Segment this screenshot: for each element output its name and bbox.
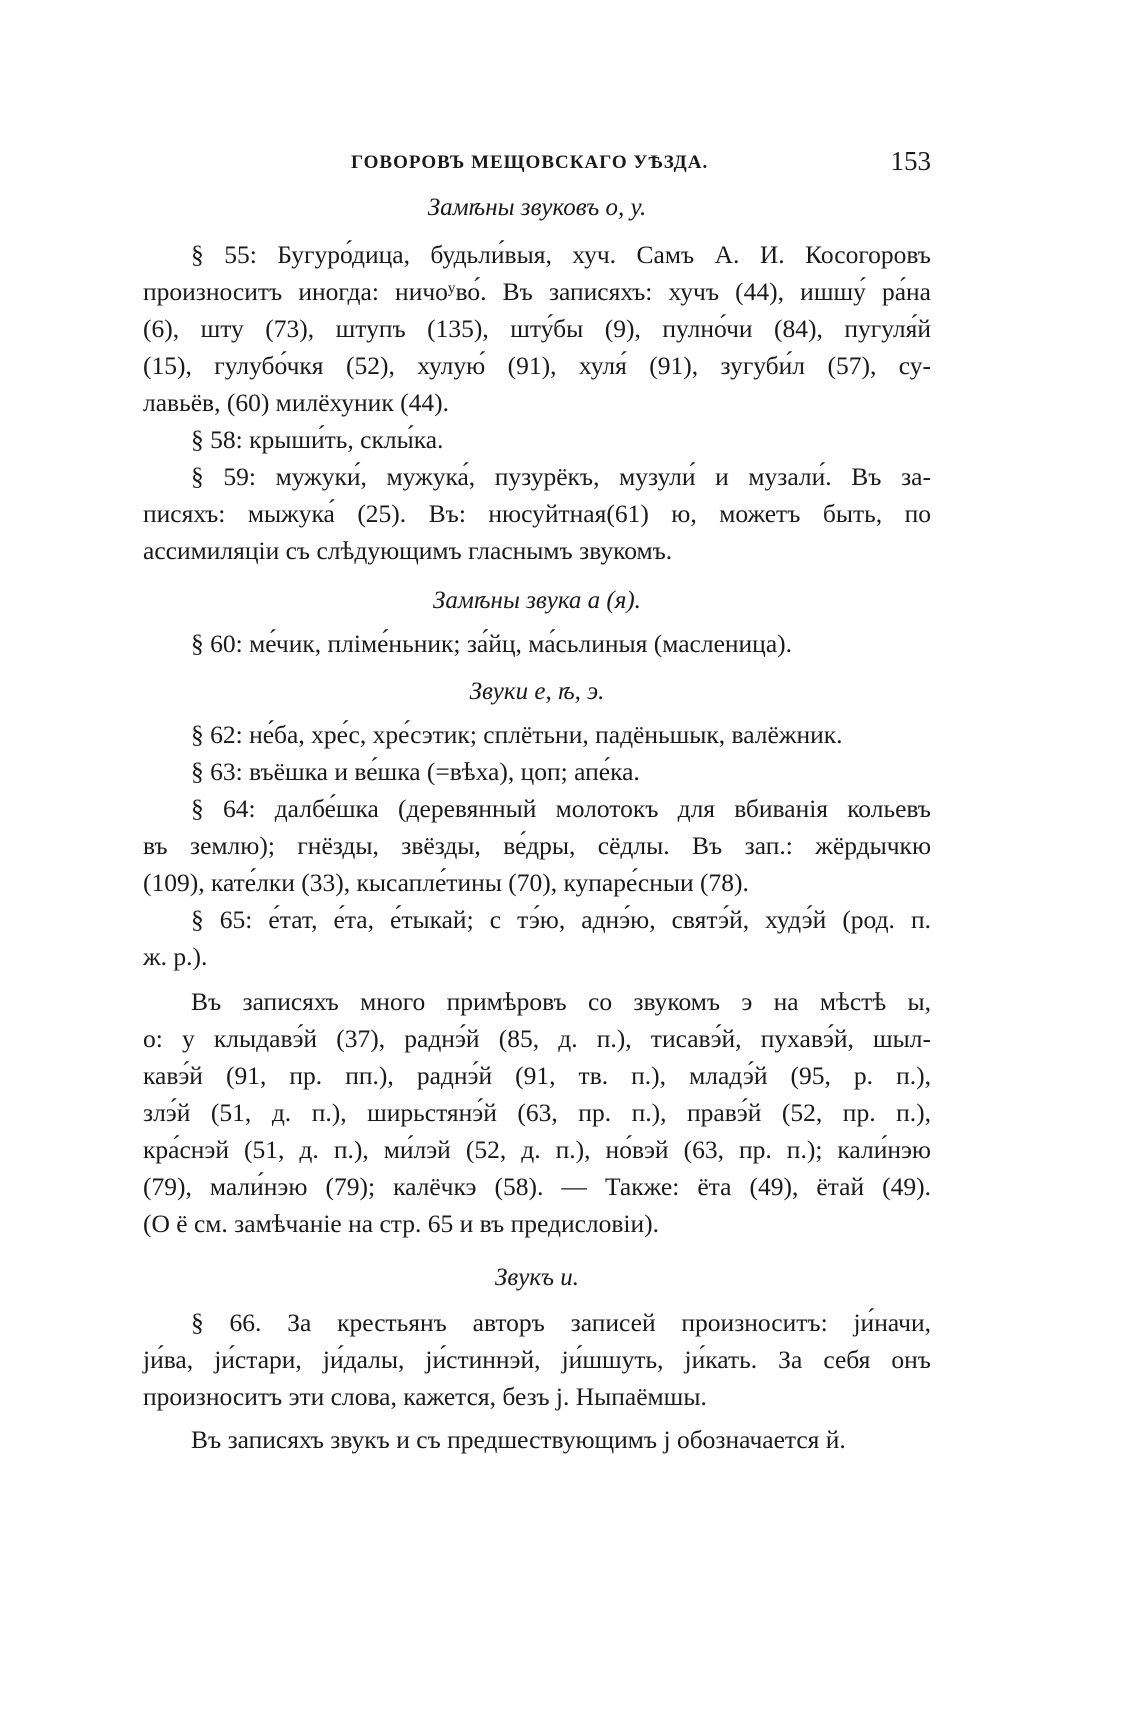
section-3 [143, 678, 931, 1242]
text-line: въ землю); гнёзды, звёзды, ве́дры, сёдлы. Въ зап.: жёрдычкю [143, 831, 931, 860]
text-line: писяхъ: мыжука́ (25). Въ: нюсуйтная(61) ю, можетъ быть, по [143, 499, 931, 528]
paragraph-64 [143, 790, 931, 901]
page-header [143, 140, 931, 184]
page-number: 153 [890, 146, 931, 176]
text-line: кра́снэй (51, д. п.), ми́лэй (52, д. п.), но́вэй (63, пр. п.); кали́нэю [143, 1135, 931, 1164]
paragraph-62 [143, 716, 931, 753]
text-line: злэ́й (51, д. п.), ширьстянэ́й (63, пр. п.), правэ́й (52, пр. п.), [143, 1098, 931, 1127]
paragraph-59 [143, 458, 931, 569]
text-line: произноситъ иногда: ничоʸво́. Въ записяхъ: хучъ (44), ишшу́ ра́на [143, 277, 931, 306]
paragraph-final [143, 1421, 931, 1458]
paragraph-65 [143, 901, 931, 975]
paragraph-examples [143, 983, 931, 1242]
text-line: (6), шту (73), штупъ (135), шту́бы (9), пулно́чи (84), пугуля́й [143, 314, 931, 343]
section-title: Замѣны звуковъ о, у. [427, 194, 647, 221]
text-line: § 59: мужуки́, мужука́, пузурёкъ, музули́ и музали́. Въ за- [191, 462, 931, 491]
paragraph-66 [143, 1304, 931, 1415]
paragraph-55 [143, 236, 931, 421]
section-1 [143, 194, 931, 569]
text-line: (15), гулубо́чкя (52), хулую́ (91), хуля́ (91), зугуби́л (57), су- [143, 351, 931, 380]
text-line: Въ записяхъ много примѣровъ со звукомъ э на мѣстѣ ы, [191, 987, 931, 1016]
text-line: о: у клыдавэ́й (37), раднэ́й (85, д. п.), тисавэ́й, пухавэ́й, шыл- [143, 1024, 931, 1053]
text-line: § 55: Бугуро́дица, будьли́выя, хуч. Самъ А. И. Косогоровъ [191, 240, 931, 269]
running-title: ГОВОРОВЪ МЕЩОВСКАГО УѢЗДА. [351, 152, 709, 173]
text-line: (79), мали́нэю (79); калёчкэ (58). — Также: ёта (49), ётай (49). [143, 1172, 931, 1201]
section-title: Звуки е, ѣ, э. [469, 678, 605, 705]
text-line: (О ё см. замѣчаніе на стр. 65 и въ предисловіи). [143, 1209, 660, 1238]
section-2 [143, 587, 931, 662]
text-line: § 65: е́тат, е́та, е́тыкай; с тэ́ю, аднэ́ю, святэ́й, худэ́й (род. п. [191, 905, 931, 934]
text-line: § 60: ме́чик, пліме́ньник; за́йц, ма́сьлиныя (масленица). [191, 629, 793, 658]
paragraph-60 [143, 625, 931, 662]
section-title: Звукъ и. [495, 1264, 579, 1291]
text-line: (109), кате́лки (33), кысапле́тины (70), купаре́сныи (78). [143, 868, 749, 897]
text-line: кавэ́й (91, пр. пп.), раднэ́й (91, тв. п.), младэ́й (95, р. п.), [143, 1061, 931, 1090]
paragraph-63 [143, 753, 931, 790]
section-title: Замѣны звука а (я). [433, 587, 641, 614]
text-line: ассимиляціи съ слѣдующимъ гласнымъ звукомъ. [143, 536, 673, 565]
text-line: § 66. За крестьянъ авторъ записей произноситъ: ји́начи, [191, 1308, 931, 1337]
text-line: ји́ва, ји́стари, ји́далы, ји́стиннэй, ји́шшуть, ји́кать. За себя онъ [143, 1345, 931, 1374]
text-line: произноситъ эти слова, кажется, безъ ј. Ныпаёмшы. [143, 1382, 707, 1411]
text-line: § 58: крыши́ть, склы́ка. [191, 425, 444, 454]
paragraph-58 [143, 421, 931, 458]
text-line: § 62: не́ба, хре́с, хре́сэтик; сплётьни, падёньшык, валёжник. [191, 720, 843, 749]
text-line: ж. р.). [143, 942, 208, 971]
section-4 [143, 1264, 931, 1458]
page [143, 140, 931, 1458]
text-line: § 63: въёшка и ве́шка (=вѣха), цоп; апе́ка. [191, 757, 640, 786]
text-line: Въ записяхъ звукъ и съ предшествующимъ ј обозначается й. [191, 1425, 846, 1454]
text-line: § 64: далбе́шка (деревянный молотокъ для вбиванія кольевъ [191, 794, 931, 823]
text-line: лавьёв, (60) милёхуник (44). [143, 388, 449, 417]
